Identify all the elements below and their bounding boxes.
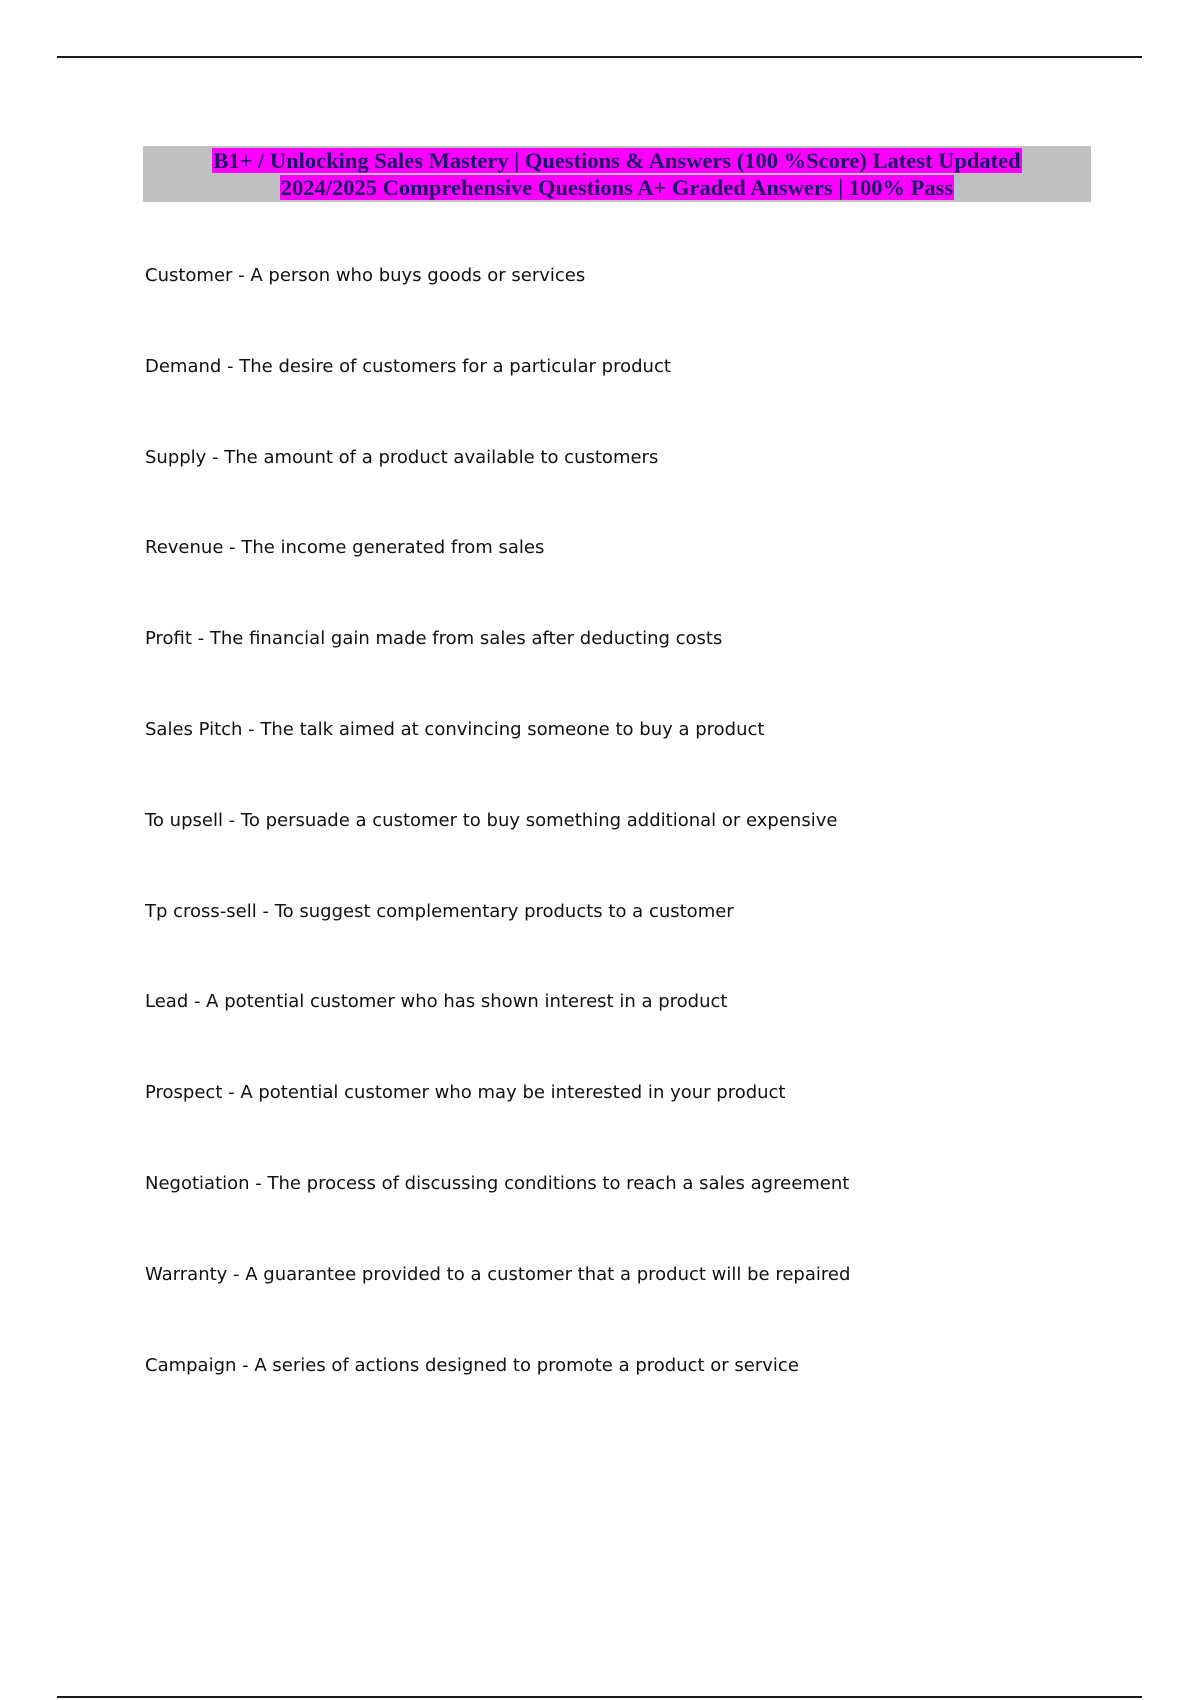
title-line-2: 2024/2025 Comprehensive Questions A+ Graded Answers | 100% Pass [280,175,954,200]
term-lead: Lead - A potential customer who has shown interest in a product [145,991,728,1013]
terms-list [145,264,850,1444]
term-demand: Demand - The desire of customers for a particular product [145,355,671,377]
term-profit: Profit - The financial gain made from sales after deducting costs [145,628,723,650]
term-negotiation: Negotiation - The process of discussing conditions to reach a sales agreement [145,1172,850,1194]
term-upsell: To upsell - To persuade a customer to buy something additional or expensive [145,809,838,831]
term-cross-sell: Tp cross-sell - To suggest complementary products to a customer [145,900,734,922]
term-revenue: Revenue - The income generated from sales [145,537,545,559]
footer-rule [57,1696,1142,1698]
title-line-1: B1+ / Unlocking Sales Mastery | Questions & Answers (100 %Score) Latest Updated [213,148,1021,173]
term-prospect: Prospect - A potential customer who may be interested in your product [145,1082,786,1104]
term-campaign: Campaign - A series of actions designed to promote a product or service [145,1354,799,1376]
term-customer: Customer - A person who buys goods or services [145,265,586,286]
term-warranty: Warranty - A guarantee provided to a customer that a product will be repaired [145,1263,851,1285]
document-title [143,146,1091,202]
term-supply: Supply - The amount of a product available to customers [145,446,659,468]
term-sales-pitch: Sales Pitch - The talk aimed at convincing someone to buy a product [145,718,765,740]
header-rule [57,56,1142,58]
